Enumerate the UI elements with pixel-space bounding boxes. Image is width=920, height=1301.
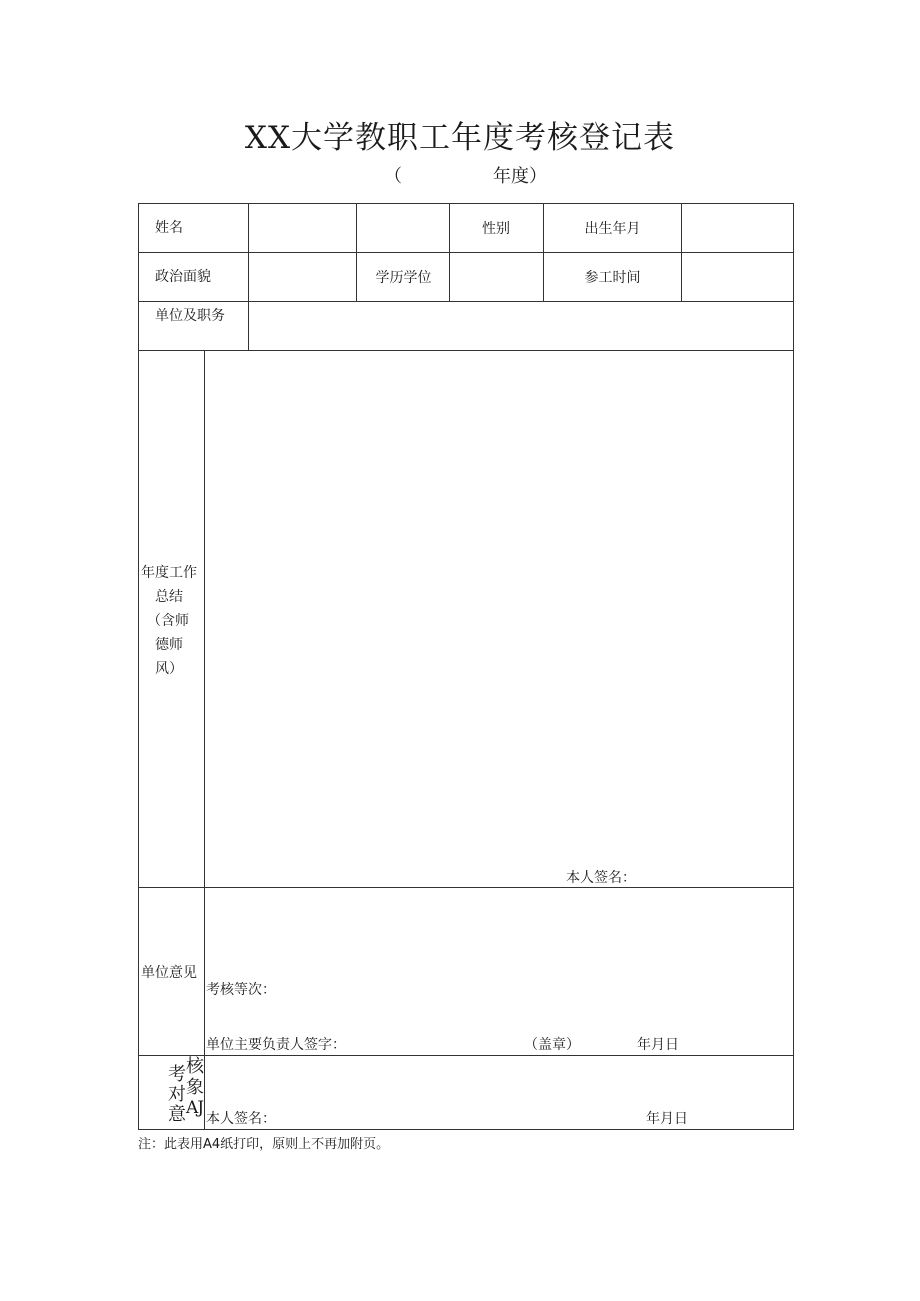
work-summary-label xyxy=(141,561,197,681)
work-summary-label-line: 德师 xyxy=(155,637,183,653)
year-suffix: 年度） xyxy=(493,166,547,187)
examinee-label-char: 对 xyxy=(168,1084,186,1105)
work-summary-label-line: 总结 xyxy=(155,589,183,605)
work-summary-label-line: 风） xyxy=(155,661,183,677)
form-border-left xyxy=(138,203,139,1130)
name-label: 姓名 xyxy=(155,220,183,236)
work-summary-field[interactable] xyxy=(205,351,793,861)
examinee-opinion-label-col2 xyxy=(186,1056,204,1119)
self-signature-label: 本人签名： xyxy=(566,870,636,886)
grade-label: 考核等次： xyxy=(206,982,276,998)
work-start-label: 参工时间 xyxy=(584,270,641,286)
birth-date-label: 出生年月 xyxy=(584,221,641,237)
examinee-date-label: 年月日 xyxy=(646,1111,688,1127)
examinee-opinion-label-col1 xyxy=(168,1065,186,1125)
unit-opinion-date-label: 年月日 xyxy=(637,1037,679,1053)
page-title: XX大学教职工年度考核登记表 xyxy=(244,120,676,156)
education-label: 学历学位 xyxy=(375,270,432,286)
examinee-label-char: 考 xyxy=(168,1064,186,1085)
footnote: 注：此表用A4纸打印，原则上不再加附页。 xyxy=(138,1137,390,1152)
examinee-label-char: AJ xyxy=(186,1098,204,1118)
unit-position-label: 单位及职务 xyxy=(155,308,225,324)
work-start-field[interactable] xyxy=(682,253,793,301)
form-border-right xyxy=(793,203,794,1130)
examinee-label-char: 意 xyxy=(168,1104,186,1125)
birth-date-field[interactable] xyxy=(682,204,793,252)
examinee-opinion-field[interactable] xyxy=(205,1056,793,1108)
unit-opinion-field[interactable] xyxy=(205,888,793,978)
examinee-signature-label: 本人签名： xyxy=(206,1111,276,1127)
political-status-field[interactable] xyxy=(249,253,356,301)
education-field[interactable] xyxy=(450,253,543,301)
work-summary-label-line: 年度工作 xyxy=(141,565,197,581)
form-border-bottom xyxy=(138,1129,794,1130)
examinee-label-char: 象 xyxy=(186,1077,204,1098)
unit-opinion-label: 单位意见 xyxy=(141,965,197,981)
political-status-label: 政治面貌 xyxy=(155,269,211,285)
unit-position-field[interactable] xyxy=(249,302,793,350)
gender-label: 性别 xyxy=(482,221,510,237)
year-open-paren: （ xyxy=(384,166,402,187)
assessment-form xyxy=(138,203,794,1130)
work-summary-label-line: （含师 xyxy=(147,613,189,629)
seal-label: （盖章） xyxy=(524,1037,580,1053)
examinee-label-char: 核 xyxy=(186,1056,204,1077)
name-field[interactable] xyxy=(249,204,356,252)
leader-signature-label: 单位主要负责人签字： xyxy=(206,1037,346,1053)
